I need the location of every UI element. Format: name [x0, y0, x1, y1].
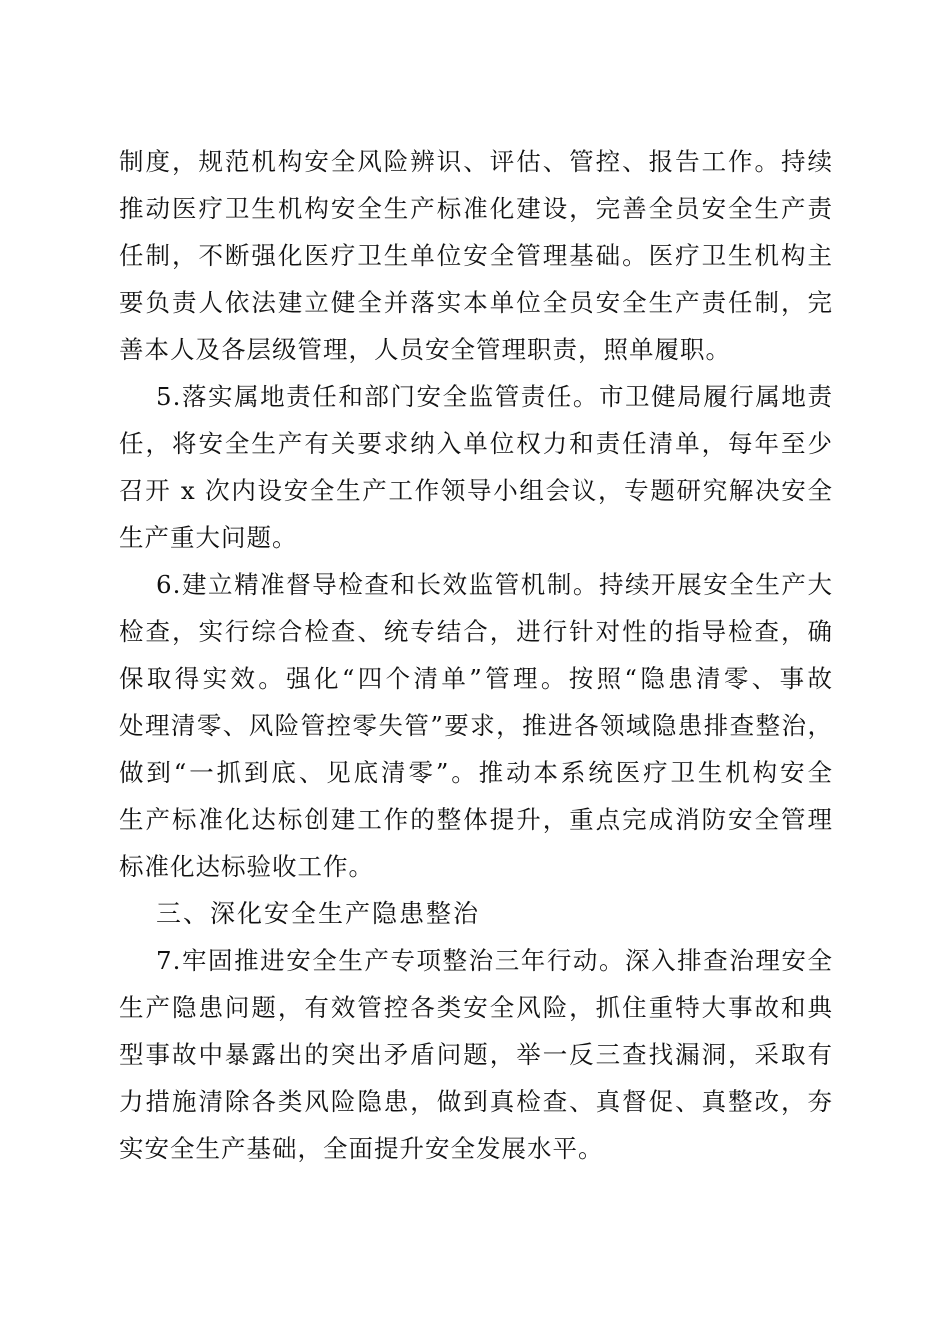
- paragraph-line: 制度，规范机构安全风险辨识、评估、管控、报告工作。持续: [119, 147, 833, 176]
- paragraph-line: 实安全生产基础，全面提升安全发展水平。: [119, 1134, 604, 1163]
- paragraph-line: 要负责人依法建立健全并落实本单位全员安全生产责任制，完: [119, 288, 833, 317]
- paragraph-line: 检查，实行综合检查、统专结合，进行针对性的指导检查，确: [119, 617, 833, 646]
- paragraph-line: 做到“一抓到底、见底清零”。推动本系统医疗卫生机构安全: [119, 758, 833, 787]
- paragraph-line: 任制，不断强化医疗卫生单位安全管理基础。医疗卫生机构主: [119, 241, 833, 270]
- paragraph-line: 生产标准化达标创建工作的整体提升，重点完成消防安全管理: [119, 805, 833, 834]
- paragraph-line: 6.建立精准督导检查和长效监管机制。持续开展安全生产大: [156, 570, 833, 599]
- paragraph-line: 型事故中暴露出的突出矛盾问题，举一反三查找漏洞，采取有: [119, 1040, 833, 1069]
- paragraph-line: 标准化达标验收工作。: [119, 852, 374, 881]
- paragraph-line: 召开 x 次内设安全生产工作领导小组会议，专题研究解决安全: [119, 476, 833, 505]
- paragraph-line: 善本人及各层级管理，人员安全管理职责，照单履职。: [119, 335, 731, 364]
- paragraph-line: 生产重大问题。: [119, 523, 298, 552]
- paragraph-line: 力措施清除各类风险隐患，做到真检查、真督促、真整改，夯: [119, 1087, 833, 1116]
- section-heading: 三、深化安全生产隐患整治: [156, 899, 481, 928]
- paragraph-line: 任，将安全生产有关要求纳入单位权力和责任清单，每年至少: [119, 429, 833, 458]
- paragraph-line: 5.落实属地责任和部门安全监管责任。市卫健局履行属地责: [156, 382, 833, 411]
- paragraph-line: 生产隐患问题，有效管控各类安全风险，抓住重特大事故和典: [119, 993, 833, 1022]
- paragraph-line: 处理清零、风险管控零失管”要求，推进各领域隐患排查整治，: [119, 711, 833, 740]
- paragraph-line: 保取得实效。强化“四个清单”管理。按照“隐患清零、事故: [119, 664, 833, 693]
- paragraph-line: 7.牢固推进安全生产专项整治三年行动。深入排查治理安全: [156, 946, 833, 975]
- paragraph-line: 推动医疗卫生机构安全生产标准化建设，完善全员安全生产责: [119, 194, 833, 223]
